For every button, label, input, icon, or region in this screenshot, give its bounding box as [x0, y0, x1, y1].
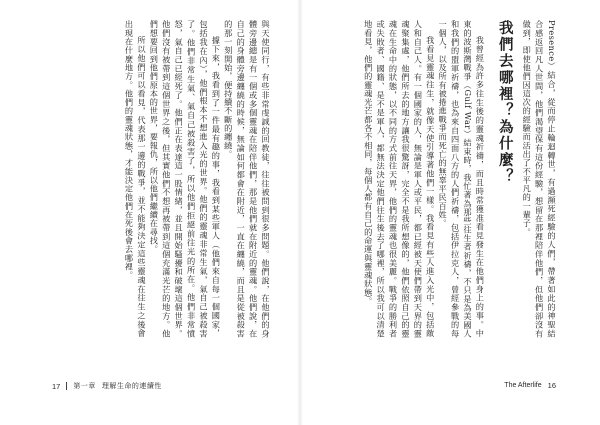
book-title: The Afterlife [504, 382, 542, 389]
left-page [0, 0, 298, 425]
right-page [302, 0, 600, 425]
chapter-label: 第一章 [73, 383, 96, 390]
section-heading: 我們去哪裡？為什麼？ [496, 20, 513, 185]
right-page-text [328, 20, 558, 338]
footer-divider [66, 382, 67, 390]
paragraph: 所以他們可以看見，代表那一邊的戰爭，並不能夠決定這些靈魂在往生之後會出現在什麼地方。他們的靈魂狀態，才能決定他們在死後會去哪裡。 [124, 20, 147, 338]
paragraph: Presence）結合，從而停止輪迴轉世，有過瀕死經驗的人們，帶著如此的神聖結合感返回凡人世間，他們渴望保有這份經驗，想留在那裡陪伴他們，但他們卻沒有做到，即使他們因這次的經驗而活出了不平凡的一輩子。 [522, 20, 557, 338]
paragraph: 我曾經為許多往生後的靈魂祈禱，而且時常獲准看見發生在他們身上的事。中東的波斯灣戰爭（Gulf War）結束時，我忙著為那些往生者祈禱，不只是為美國人和我們的盟軍祈禱，也為來自四面八方的人們祈禱，包括伊拉克人，曾經參戰的每一個人，以及所有被捲進戰爭而死亡的無辜平民百姓。 [438, 20, 486, 338]
right-page-footer [504, 381, 556, 390]
left-page-footer [52, 381, 162, 391]
paragraph: 我看見靈魂往生，就像天使引導著他們一樣。我看見有些人進入光中，包括敵人和自己人。有一個國家的人，無論是軍人或平民，都已經被天使們帶到天界的靈魂聚集處，他們所去的地方讓我很驚訝，完全不是我所想像的，他們依照自己的靈魂在生命中的狀態，以不同的方式前往天界，他們的靈魂也很美麗。戰爭的勝利者或失敗者、國籍、是不是軍人，都無法決定他們往生後去了哪裡，所以我可以清楚地看見，他們的靈魂光芒都各不相同，每個人都有自己的命運與靈魂狀態。 [363, 20, 436, 338]
page-number: 17 [52, 381, 61, 391]
left-page-text [50, 20, 272, 338]
chapter-title: 理解生命的連續性 [101, 383, 162, 390]
paragraph: 據下來，我看到了一件最有趣的事，我看到某些軍人（他們來自每一個國家，包括我在內），他們根本不想進入光的世界。他們的靈魂非常生氣，氣自己被殺害了。他們非常生氣、氣自己被殺害了，所以他們拒絕前往光的所在。他們非常憤怒，氣自己已經死了。他們正在表達這一股情緒，並且開始騷擾和破壞這個世界。他們沒有被帶到這個世界之後，但其實他們不想再被帶到這個充滿光芒的地方。他們想要回到他們原本的世界，要報仇，所以他們繼續在尋找。 [149, 20, 222, 338]
page-number: 16 [547, 381, 556, 390]
paragraph: 與天使同行，有些非常虔誠的回教徒，往往被問到很多問題。他們說，在他們的身體旁邊總是有一個或多個靈魂在陪伴他們，那是他們就在附近的靈魂。他們說，在自己的身體旁邊纏繞的時候，無論如何都會在附近，一直在纏繞，而且是從被殺害的那一刻開始，便持續不斷的纏繞。 [223, 20, 271, 338]
